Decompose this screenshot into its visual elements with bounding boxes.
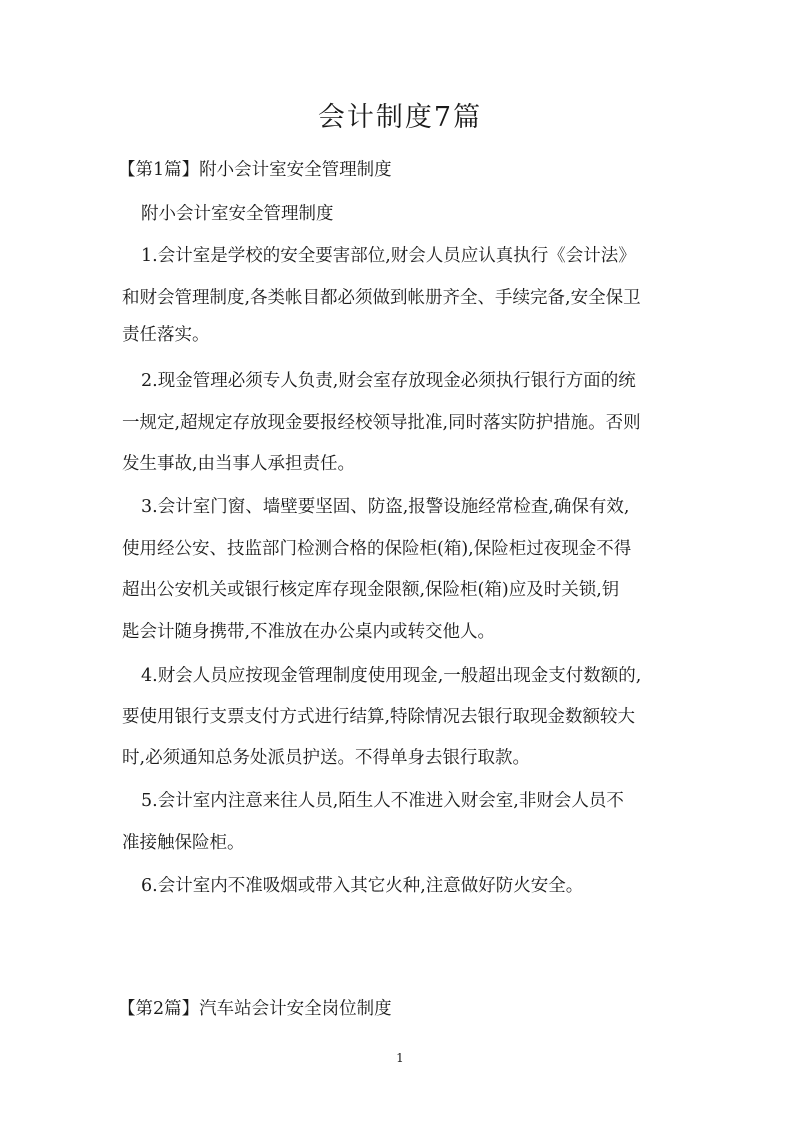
item-1-line-1: 1.会计室是学校的安全要害部位,财会人员应认真执行《会计法》 [141, 246, 636, 266]
item-2-line-1: 2.现金管理必须专人负责,财会室存放现金必须执行银行方面的统 [141, 371, 636, 391]
section-subtitle: 附小会计室安全管理制度 [141, 204, 334, 224]
item-2-line-2: 一规定,超规定存放现金要报经校领导批准,同时落实防护措施。否则 [122, 413, 641, 433]
item-6-line-1: 6.会计室内不准吸烟或带入其它火种,注意做好防火安全。 [141, 876, 584, 896]
item-4-line-2: 要使用银行支票支付方式进行结算,特除情况去银行取现金数额较大 [122, 707, 636, 727]
item-4-line-3: 时,必须通知总务处派员护送。不得单身去银行取款。 [122, 748, 531, 768]
item-5-line-1: 5.会计室内注意来往人员,陌生人不准进入财会室,非财会人员不 [141, 791, 624, 811]
page-number: 1 [396, 1051, 404, 1065]
item-3-line-3: 超出公安机关或银行核定库存现金限额,保险柜(箱)应及时关锁,钥 [122, 580, 620, 600]
item-3-line-1: 3.会计室门窗、墙壁要坚固、防盗,报警设施经常检查,确保有效, [141, 497, 630, 517]
item-1-line-3: 责任落实。 [122, 325, 210, 345]
item-3-line-2: 使用经公安、技监部门检测合格的保险柜(箱),保险柜过夜现金不得 [122, 539, 632, 559]
document-title: 会计制度7篇 [317, 102, 483, 133]
item-1-line-2: 和财会管理制度,各类帐目都必须做到帐册齐全、手续完备,安全保卫 [122, 288, 641, 308]
item-4-line-1: 4.财会人员应按现金管理制度使用现金,一般超出现金支付数额的, [141, 666, 642, 686]
item-3-line-4: 匙会计随身携带,不准放在办公桌内或转交他人。 [122, 622, 496, 642]
section-heading-1: 【第1篇】附小会计室安全管理制度 [118, 160, 392, 180]
item-2-line-3: 发生事故,由当事人承担责任。 [122, 454, 356, 474]
section-heading-2: 【第2篇】汽车站会计安全岗位制度 [118, 999, 392, 1019]
item-5-line-2: 准接触保险柜。 [122, 833, 245, 853]
